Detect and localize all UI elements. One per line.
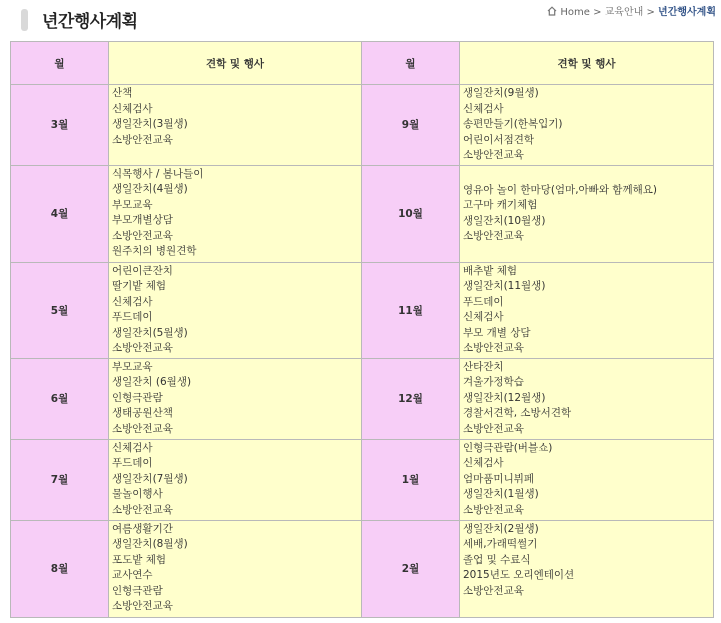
events-cell <box>109 85 362 166</box>
breadcrumb-home-link[interactable]: Home <box>560 7 590 18</box>
event-item: 생일잔치(9월생) <box>463 87 539 99</box>
event-item: 배추밭 체험 <box>463 264 518 277</box>
event-item: 생일잔치(1월생) <box>463 488 539 500</box>
breadcrumb-education-link[interactable]: 교육안내 <box>604 7 644 18</box>
events-cell <box>460 165 714 262</box>
event-item: 소방안전교육 <box>463 149 524 161</box>
event-item: 포도밭 체험 <box>112 553 167 566</box>
event-item: 소방안전교육 <box>112 133 173 146</box>
event-item: 푸드데이 <box>463 295 504 308</box>
event-item: 소방안전교육 <box>112 503 173 516</box>
event-item: 송편만들기(한복입기) <box>463 118 563 130</box>
event-item: 부모 개별 상담 <box>463 326 531 339</box>
event-item: 소방안전교육 <box>112 422 173 435</box>
event-item: 어린이큰잔치 <box>112 264 173 277</box>
annual-plan-table <box>10 41 714 618</box>
month-cell: 8월 <box>11 520 109 617</box>
event-item: 고구마 캐기체험 <box>463 199 538 211</box>
event-item: 소방안전교육 <box>463 422 524 435</box>
event-item: 소방안전교육 <box>463 584 524 597</box>
page-header <box>0 0 721 38</box>
event-item: 산책 <box>112 87 133 99</box>
month-cell: 5월 <box>11 262 109 358</box>
event-item: 생태공원산책 <box>112 407 173 419</box>
events-cell <box>460 262 714 358</box>
event-item: 생일잔치 (6월생) <box>112 376 192 388</box>
table-row <box>11 520 714 617</box>
event-item: 교사연수 <box>112 569 153 581</box>
month-cell: 3월 <box>11 85 109 166</box>
table-row <box>11 85 714 166</box>
events-cell <box>460 85 714 166</box>
event-item: 인형극관람(버블쇼) <box>463 441 553 454</box>
event-item: 생일잔치(11월생) <box>463 280 546 292</box>
event-item: 소방안전교육 <box>463 503 524 516</box>
event-item: 졸업 및 수료식 <box>463 553 531 566</box>
table-header-row <box>11 42 714 85</box>
month-cell: 7월 <box>11 439 109 520</box>
event-item: 소방안전교육 <box>112 600 173 612</box>
event-item: 부모개별상담 <box>112 214 173 226</box>
event-item: 소방안전교육 <box>463 342 524 354</box>
month-cell: 2월 <box>362 520 460 617</box>
event-item: 신체검사 <box>463 457 504 469</box>
event-item: 물놀이행사 <box>112 488 163 500</box>
event-item: 신체검사 <box>463 311 504 323</box>
event-item: 부모교육 <box>112 360 153 373</box>
events-cell <box>460 439 714 520</box>
event-item: 신체검사 <box>112 295 153 308</box>
event-item: 생일잔치(2월생) <box>463 522 539 535</box>
event-item: 2015년도 오리엔테이션 <box>463 569 575 581</box>
page-title: 년간행사계획 <box>42 12 138 32</box>
event-item: 생일잔치(5월생) <box>112 326 188 339</box>
event-item: 어린이서점견학 <box>463 133 535 146</box>
month-cell: 10월 <box>362 165 460 262</box>
event-item: 세배,가래떡썰기 <box>463 538 538 550</box>
home-icon <box>547 6 557 16</box>
events-cell <box>109 520 362 617</box>
event-item: 영유아 놀이 한마당(엄마,아빠와 함께해요) <box>463 183 657 196</box>
event-item: 소방안전교육 <box>112 342 173 354</box>
event-item: 생일잔치(3월생) <box>112 118 188 130</box>
event-item: 생일잔치(4월생) <box>112 183 188 195</box>
header-events-left: 견학 및 행사 <box>109 42 362 85</box>
event-item: 부모교육 <box>112 198 153 211</box>
table-row <box>11 262 714 358</box>
event-item: 여름생활기간 <box>112 522 173 535</box>
month-cell: 12월 <box>362 358 460 439</box>
event-item: 산타잔치 <box>463 360 504 373</box>
events-cell <box>460 358 714 439</box>
event-item: 신체검사 <box>112 441 153 454</box>
event-item: 인형극관람 <box>112 391 163 404</box>
event-item: 푸드데이 <box>112 457 153 469</box>
month-cell: 1월 <box>362 439 460 520</box>
event-item: 소방안전교육 <box>112 229 173 242</box>
event-item: 식목행사 / 봄나들이 <box>112 167 204 180</box>
header-events-right: 견학 및 행사 <box>460 42 714 85</box>
event-item: 경찰서견학, 소방서견학 <box>463 407 572 419</box>
event-item: 생일잔치(7월생) <box>112 472 188 485</box>
event-item: 푸드데이 <box>112 311 153 323</box>
header-month-right: 월 <box>362 42 460 85</box>
table-row <box>11 165 714 262</box>
event-item: 생일잔치(12월생) <box>463 391 546 404</box>
table-row <box>11 439 714 520</box>
events-cell <box>109 358 362 439</box>
breadcrumb: Home > 교육안내 > 년간행사계획 <box>547 3 716 18</box>
event-item: 겨울가정학습 <box>463 376 524 388</box>
event-item: 엄마품미니뷔페 <box>463 472 535 485</box>
event-item: 딸기밭 체험 <box>112 280 167 292</box>
events-cell <box>109 439 362 520</box>
event-item: 인형극관람 <box>112 584 163 597</box>
event-item: 생일잔치(8월생) <box>112 538 188 550</box>
month-cell: 11월 <box>362 262 460 358</box>
events-cell <box>460 520 714 617</box>
month-cell: 4월 <box>11 165 109 262</box>
table-row <box>11 358 714 439</box>
event-item: 신체검사 <box>112 102 153 115</box>
event-item: 원주치의 병원견학 <box>112 245 197 257</box>
header-month-left: 월 <box>11 42 109 85</box>
event-item: 신체검사 <box>463 102 504 115</box>
month-cell: 9월 <box>362 85 460 166</box>
events-cell <box>109 165 362 262</box>
breadcrumb-current: 년간행사계획 <box>658 7 716 18</box>
events-cell <box>109 262 362 358</box>
title-bar-icon <box>21 9 28 31</box>
month-cell: 6월 <box>11 358 109 439</box>
event-item: 소방안전교육 <box>463 230 524 242</box>
event-item: 생일잔치(10월생) <box>463 214 546 227</box>
